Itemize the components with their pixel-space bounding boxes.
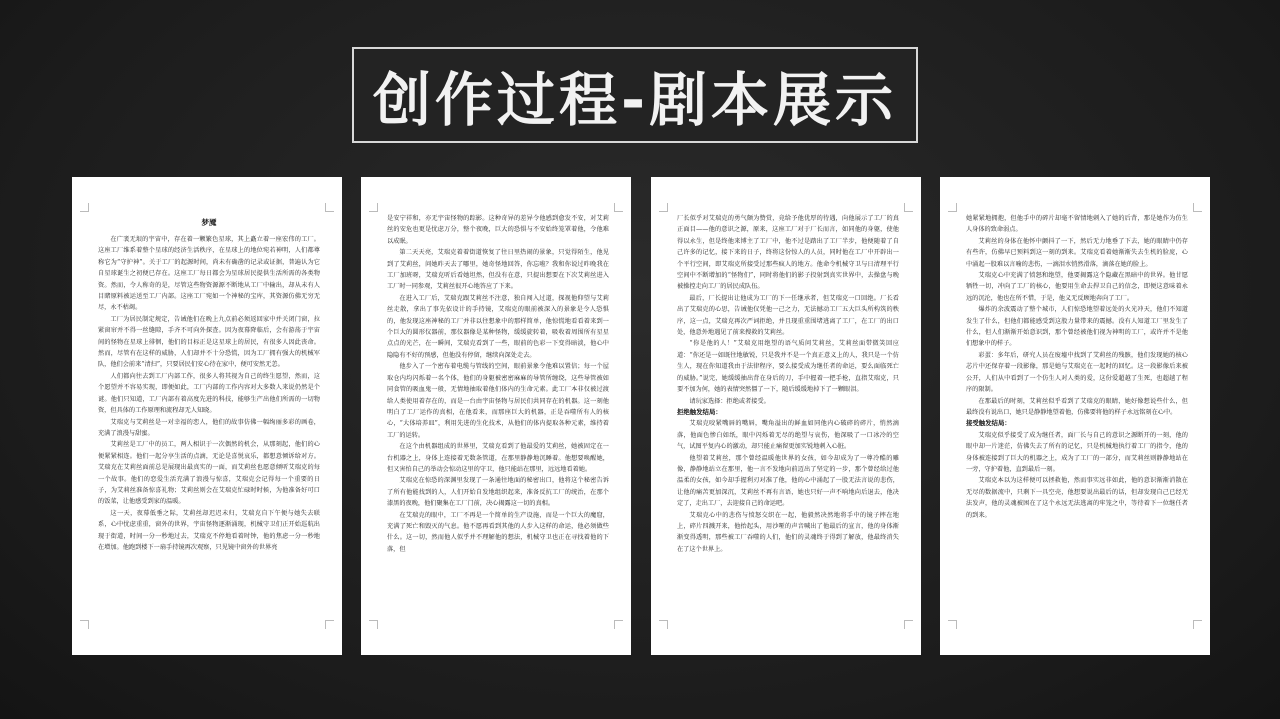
script-page-2 [361, 177, 631, 655]
paragraph: 艾瑞克心中的悲伤与愤怒交织在一起，他毅然决然地将手中的镜子摔在地上，碎片四溅开来，他抬起头，用沙哑的声音喊出了他最后的宣言，他的身体渐渐变得透明，那些被工厂吞噬的人们，他们的灵魂终于得到了解放，他最终消失在了这个世界上。 [677, 511, 899, 553]
crop-mark [369, 203, 378, 212]
paragraph: 在那最后的时刻，艾莉丝似乎看到了艾瑞克的眼睛，她好像想说些什么，但最终没有说出口，她只是静静地望着他，仿佛要将他的样子永远铭刻在心中。 [966, 397, 1188, 416]
paragraph: 艾瑞克心中充满了愤怒和绝望，他要揭露这个隐藏在黑暗中的世界。他甘愿牺牲一切，冲向了工厂的核心，他要用生命去捍卫自己的信念，即便这意味着永远的沉沦，他也在所不惜，于是，他义无反顾地奔向了工厂。 [966, 272, 1188, 302]
paragraph: 这一天，夜幕低垂之际，艾莉丝却迟迟未归，艾瑞克自下午便与她失去联系，心中忧虑重重，窗外的世界，宇宙怪物逐渐涌现，机械守卫们正开始巡航出现于街道，时间一分一秒地过去，艾瑞克不停地看着时钟，他的焦虑一分一秒地在增加。他跑到楼下一扇手持镜再次观察，只见镜中窗外的世界亮 [98, 509, 320, 551]
crop-mark [659, 203, 668, 212]
script-page-4 [940, 177, 1210, 655]
crop-mark [80, 620, 89, 629]
crop-mark [80, 203, 89, 212]
paragraph: 艾莉丝是工厂中的员工，两人相识于一次偶然的机会，从那刻起，他们的心便紧紧相连。他们一起分享生活的点滴，无论是喜悦哀乐，都想意倾诉给对方。艾瑞克在艾莉丝面前总是展现出最真实的一面，而艾莉丝也愿意倾听艾瑞克的每一个故事。他们的恋爱生活充满了浪漫与惊喜，艾瑞克会记得每一个重要的日子，为艾莉丝准备惊喜礼物；艾莉丝则会在艾瑞克忙碌时时候，为他准备好可口的饭菜，让他感受到家的温暖。 [98, 441, 320, 506]
document-title: 梦魇 [201, 218, 217, 227]
ending-heading: 拒绝触发结局： [677, 407, 722, 416]
paragraph: 她紧紧地拥抱，但他手中的碎片却毫不留情地刺入了她的后背，那是她作为仿生人身体的致命弱点。 [966, 215, 1188, 234]
crop-mark [948, 620, 957, 629]
paragraph: 彩蛋：多年后，研究人员在废墟中找到了艾莉丝的残骸，他们发现她的核心芯片中还保存着一段影像，那是她与艾瑞克在一起时的回忆。这一段影像后来被公开，人们从中看到了一个仿生人对人类的爱，这份爱超越了生死，也超越了程序的限制。 [966, 351, 1188, 394]
crop-mark [659, 620, 668, 629]
crop-mark [904, 203, 913, 212]
script-page-1 [72, 177, 342, 655]
crop-mark [614, 620, 623, 629]
crop-mark [1193, 620, 1202, 629]
paragraph: 在广袤无垠的宇宙中，存在着一颗繁色星球，其上矗立着一座宏伟的工厂。这座工厂维系着整个星球的经济生活秩序，在星球上的地位宛若神明，人们都尊称它为“守护神”。关于工厂的起源时间，尚未有确凿的记录或证据，普遍认为它自星球诞生之初便已存在。这座工厂每日都会为星球居民提供生活所需的各类物资。然而，令人称奇的是，尽管这些物资源源不断地从工厂中输出，却从未有人目睹原料被运送至工厂内部。这座工厂宛如一个神秘的宝库，其资源仿佛无穷无尽，永不枯竭。 [98, 236, 320, 312]
crop-mark [948, 203, 957, 212]
paragraph: “你是他的人！”艾瑞克用绝望的语气质问艾莉丝，艾莉丝面带微笑回应道：“你还是一如既往地敏锐，只是我并不是一个真正意义上的人，我只是一个仿生人，现在你知道我由于法律程序，要么接受成为继任者的命运，要么面临死亡的威胁。”说完，她缓缓抽出背在身后的刀，手中握着一把手枪，直指艾瑞克，只要不加为何，她的表情突然僵了一下，随后缓缓地掉下了一颗眼泪。 [677, 340, 899, 394]
paragraph: 艾莉丝的身体在他怀中颤抖了一下，然后无力地垂了下去，她的眼睛中仍存有些许，仿佛早已预料到这一刻的到来。艾瑞克看着她渐渐失去生机的脸庞，心中涌起一股难以言喻的悲伤，一滴泪水悄然滑落，滴落在她的脸上。 [966, 237, 1188, 268]
ending-heading: 接受触发结局： [966, 419, 1011, 428]
paragraph: 艾瑞克本以为这样便可以拯救他，然而事实远非如此，他的意识渐渐消散在无尽的数据流中，只剩下一具空壳，他想要说出最后的话，但却发现自己已经无法发声，他的灵魂被困在了这个永远无法逃离的牢笼之中，等待着下一位继任者的到来。 [966, 477, 1188, 519]
crop-mark [325, 203, 334, 212]
paragraph: 艾瑞克似乎接受了成为继任者，面厂长与自己的意识之源断开的一刻，他的眼中却一片迷茫，仿佛失去了所有的记忆，只是机械地执行着工厂的指令，他的身体被连接到了巨大的机器之上，成为了工厂的一部分，而艾莉丝则静静地站在一旁，守护着他，直到最后一刻。 [966, 431, 1188, 473]
crop-mark [904, 620, 913, 629]
paragraph: 厂长似乎对艾瑞克的勇气颇为赞赏，竟给予他优厚的待遇，向他展示了工厂的真正面目——他的意识之源，原来，这座工厂对于厂长而言，如同他的身躯，使他得以永生，但是终他来博主了工厂中，他不过是踏出了工厂半步，他便随着了自己许多的记忆，接下来的日子，终将这份惊人的人员，同时他在工厂中开辟出一个平行空间，即艾瑞克所接受过那些疯人的地方。他命令机械守卫与日清理平行空间中不断增加的“怪物们”，同时将他们的影子投射到真实世界中，去操盘与晚被操控走向工厂的居民成队伍。 [677, 215, 899, 291]
paragraph: 他望着艾莉丝，那个曾经温暖他世界的女孩，如今却成为了一尊冷酷的雕像，静静地站立在那里，他一言不发地向前迈出了坚定的一步，那个曾经给过他温柔的女孩，如今却手握利刃对准了他，他的心中涌起了一股无法言说的悲伤，让他的痛苦更加深沉，艾莉丝不再有言语，她也只好一声不响地向后退去，他决定了，走出工厂，去迎接自己的命运吧。 [677, 454, 899, 508]
paragraph: 第二天天亮，艾瑞克着着街道恢复了往日里热闹的景象，只觉得陌生，他见到了艾莉丝，问她昨天去了哪里，她奇怪地回答，你忘啦？我和你说过昨晚我在工厂加班呀，艾瑞克听后看她坦然，但没有在意，只提出想要在下次艾莉丝进入工厂时一同参观，艾莉丝很开心地答应了下来。 [387, 249, 609, 291]
page-title: 创作过程-剧本展示 [372, 66, 898, 134]
paragraph: 工厂为居民制定规定，告诫他们在晚上九点前必须返回家中并关闭门窗，拉紧窗帘并不得一丝缝隙，手齐不可向外探查。因为夜幕降临后，会有游荡于宇宙间的怪物在星球上徘徊，他们的目标正是这星球上的居民，有很多人因此丧命。然而，尽管有在这样的威胁，人们却并不十分恐慌，因为工厂拥有强大的机械军队，他们会前来“清扫”，只要居民们安心待在家中，便可安然无恙。 [98, 315, 320, 369]
crop-mark [325, 620, 334, 629]
paragraph: 是安宁祥和，亦无宇宙怪物的踪影。这种奇异的差异令他感到愈发不安，对艾莉丝的安危也更是忧虑万分，整个夜晚，巨大的恐惧与不安始终笼罩着他，令他难以成眠。 [387, 215, 609, 245]
paragraph: 人们都向往去到工厂内部工作，很多人将其视为自己的终生愿望，然而，这个愿望并不容易实现，即便如此，工厂内部的工作内容对大多数人来说仍然是个谜。他们只知道，工厂内部有着高度先进的科技，能够生产出他们所需的一切物资，但具体的工作原理和流程却无人知晓。 [98, 372, 320, 415]
paragraph: 他步入了一个密布着电缆与管线的空间，眼前景象令他难以置信；每一个屋取仓内均闪烁着一名个体，他们的身躯被密密麻麻的导管所缠绕，这些导管被如同食管的吸血鬼一般，无情地抽取着他们体内的生命元素。此工厂本非仅被过渡给人类使用着存在的，而是一台由宇宙怪物与居民们共同存在的机器。这一刻他明白了工厂运作的真相，在他看来，而那座巨大的机器，正是吞噬所有人的核心，“大体培养皿”，利用先进的生化技术，从他们的体内提取各种元素，维持着工厂的运转。 [387, 363, 609, 439]
crop-mark [1193, 203, 1202, 212]
crop-mark [369, 620, 378, 629]
script-page-3 [651, 177, 921, 655]
paragraph: 最后，厂长提出让他成为工厂的下一任继承者，但艾瑞克一口回绝。厂长看出了艾瑞克的心思，告诫他仅凭他一己之力，无法撼动工厂五大巨头所构筑的秩序，这一点，艾瑞克再次严词拒绝，并且现重重围堵逃离了工厂，在工厂的出口处，他意外地遇见了前来搜救的艾莉丝。 [677, 294, 899, 337]
title-banner [352, 47, 918, 143]
paragraph: 艾瑞克咬紧嘴唇的嘴唇，嘴角溢出的鲜血如同他内心破碎的碎片，悄然滴落，他面色惨白如纸，眼中闪烁着无尽的绝望与哀伤，他深吸了一口冰冷的空气，试图平复内心的激动，却只能止痛留更加实锐地刺入心脏。 [677, 420, 899, 451]
paragraph: 艾瑞克与艾莉丝是一对幸福的恋人，他们的故事仿佛一幅绚丽多彩的画卷，充满了浪漫与甜蜜。 [98, 418, 320, 437]
paragraph: 艾瑞克在惊恐的深渊里发现了一条通往地面的秘密出口，他将这个秘密告诉了所有他能找到的人，人们开始自发地组织起来，准备反抗工厂的统治，在那个漆黑的夜晚，他们聚集在工厂门前，决心揭露这一切的真相。 [387, 477, 609, 508]
paragraph: 在艾瑞克的眼中，工厂不再是一个简单的生产设施，而是一个巨大的魔窟，充满了死亡和毁灭的气息。他不愿再看到其他的人步入这样的命运，他必须做些什么。这一切，然而他人似乎并不理解他的想法，机械守卫也正在寻找着他的下落，但 [387, 511, 609, 553]
paragraph: 在这个由机器组成的世界里，艾瑞克看到了他最爱的艾莉丝，她被固定在一台机器之上，身体上连接着无数条管道，在那里静静地沉睡着。他想要唤醒她，但又害怕自己的举动会惊动这里的守卫，他只能站在那里，远远地看着她。 [387, 443, 609, 473]
paragraph: 请玩家选择：拒绝或者接受。 [689, 397, 770, 405]
crop-mark [614, 203, 623, 212]
paragraph: 爆炸的余波震动了整个城市，人们惊恐地望着远处的火光冲天，他们不知道发生了什么，但他们都能感受到这股力量带来的震撼。没有人知道工厂里发生了什么，但人们渐渐开始意识到，那个曾经被他们视为神明的工厂，或许并不是他们想象中的样子。 [966, 306, 1188, 348]
paragraph: 在进入工厂后，艾瑞克跟艾莉丝不注意，独自闯入过道，探视他仰望与艾莉丝走散，拿出了事先依设计的手持镜，艾瑞克的眼前被深入的景象是令人恐惧的，他发现这座神秘的工厂并非以往想象中的那样简单，他惊慌地看看着来到一个巨大的圆形仪器前，那仪器像是某种怪物，缓缓旋转着，吸收着周围所有星星点点的光芒，在一瞬间，艾瑞克看到了一些，眼前的色彩一下变得暗淡，他心中隐隐有不好的预感，但他没有停留，继续向深处走去。 [387, 294, 609, 359]
